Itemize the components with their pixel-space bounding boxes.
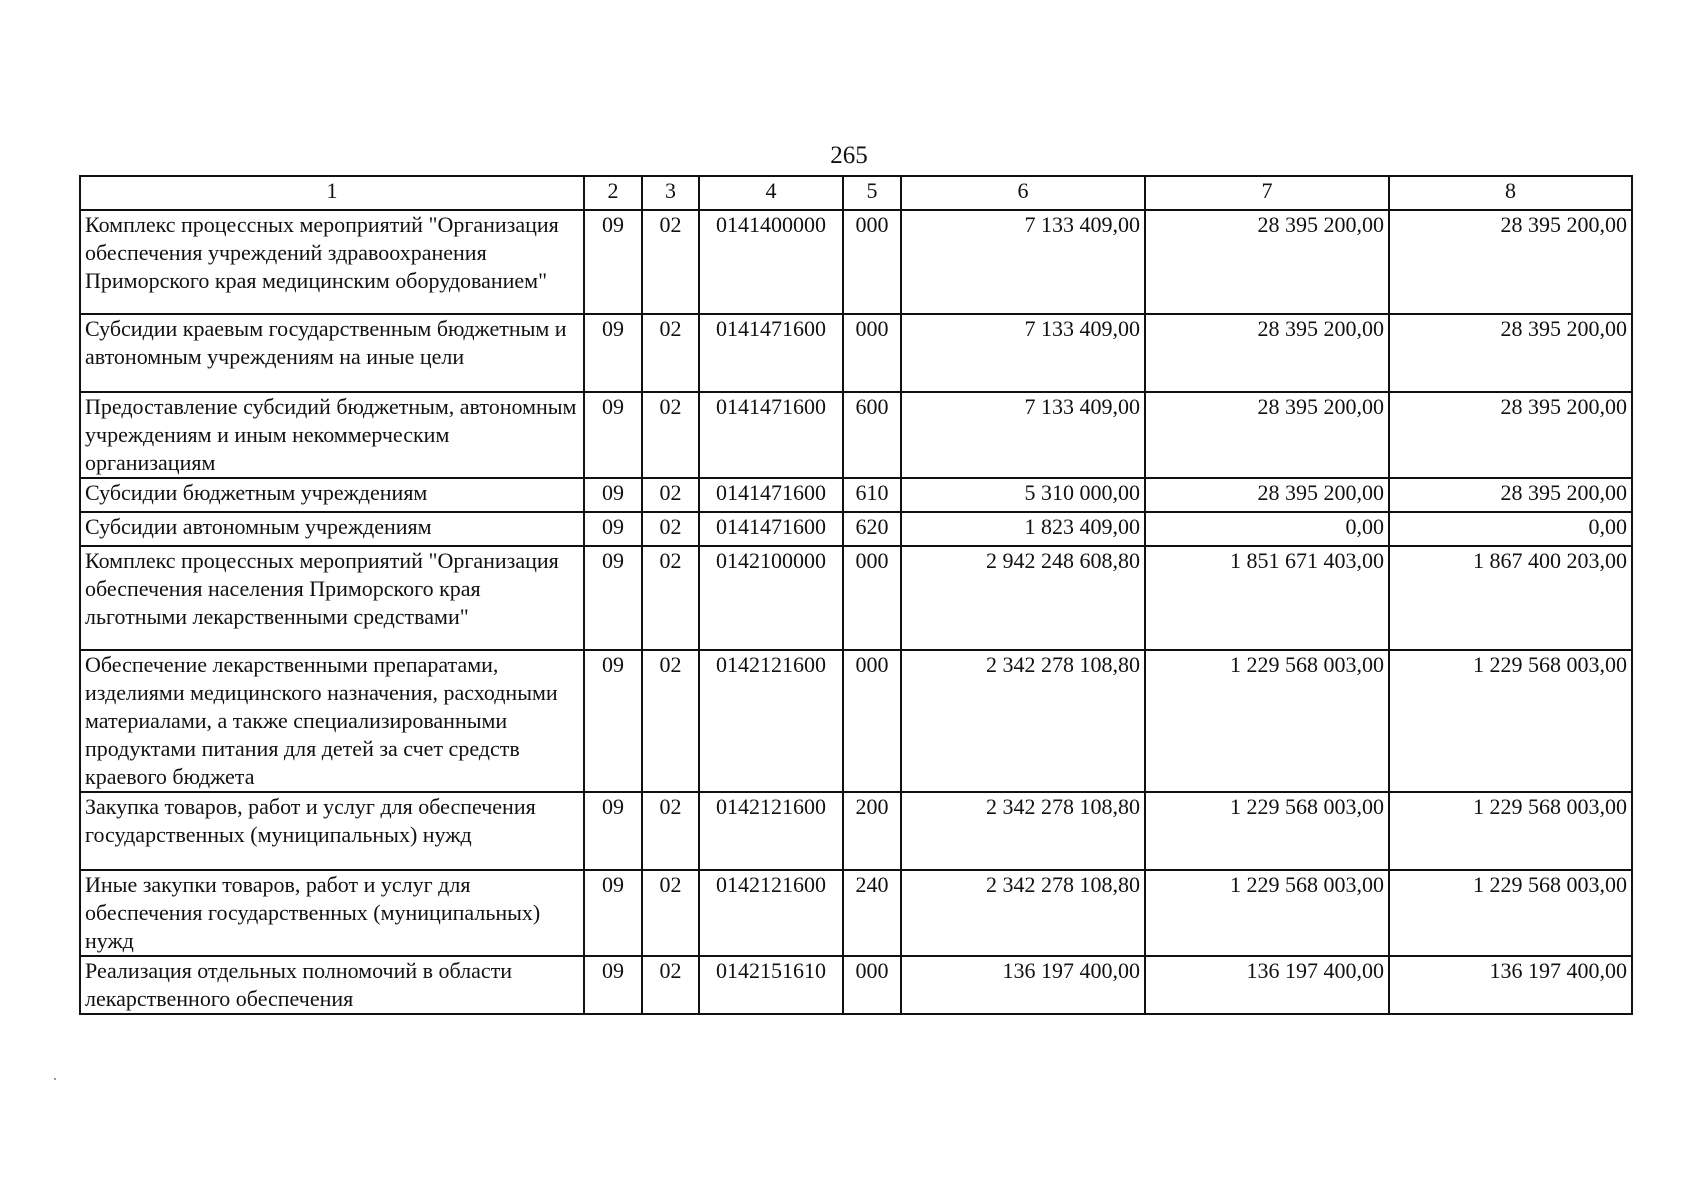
header-cell-2: 2 <box>584 176 642 210</box>
row-name-cell: Комплекс процессных мероприятий "Организация обеспечения населения Приморского края льготными лекарственными средствами" <box>80 546 584 650</box>
row-amount-col6-cell: 136 197 400,00 <box>901 956 1145 1014</box>
row-subsection-cell: 02 <box>642 870 699 956</box>
row-subsection-cell: 02 <box>642 546 699 650</box>
table-row <box>80 210 1632 314</box>
row-amount-col6-cell: 2 342 278 108,80 <box>901 792 1145 870</box>
header-cell-6: 6 <box>901 176 1145 210</box>
row-amount-col6-cell: 1 823 409,00 <box>901 512 1145 546</box>
row-amount-col8-cell: 28 395 200,00 <box>1389 392 1632 478</box>
row-amount-col8-cell: 28 395 200,00 <box>1389 478 1632 512</box>
row-expense-type-cell: 200 <box>843 792 901 870</box>
row-target-code-cell: 0141400000 <box>699 210 843 314</box>
row-section-cell: 09 <box>584 512 642 546</box>
budget-table <box>79 175 1633 1015</box>
table-row <box>80 512 1632 546</box>
table-row <box>80 870 1632 956</box>
row-name-cell: Субсидии автономным учреждениям <box>80 512 584 546</box>
row-section-cell: 09 <box>584 956 642 1014</box>
row-subsection-cell: 02 <box>642 650 699 792</box>
table-row <box>80 546 1632 650</box>
row-expense-type-cell: 000 <box>843 956 901 1014</box>
row-name-cell: Закупка товаров, работ и услуг для обеспечения государственных (муниципальных) нужд <box>80 792 584 870</box>
row-amount-col7-cell: 28 395 200,00 <box>1145 478 1389 512</box>
row-section-cell: 09 <box>584 392 642 478</box>
row-expense-type-cell: 000 <box>843 210 901 314</box>
row-amount-col7-cell: 1 229 568 003,00 <box>1145 650 1389 792</box>
row-amount-col6-cell: 2 342 278 108,80 <box>901 650 1145 792</box>
row-name-cell: Комплекс процессных мероприятий "Организация обеспечения учреждений здравоохранения Приморского края медицинским оборудованием" <box>80 210 584 314</box>
row-target-code-cell: 0141471600 <box>699 512 843 546</box>
row-amount-col7-cell: 1 851 671 403,00 <box>1145 546 1389 650</box>
table-row <box>80 956 1632 1014</box>
header-cell-1: 1 <box>80 176 584 210</box>
row-expense-type-cell: 000 <box>843 650 901 792</box>
row-subsection-cell: 02 <box>642 210 699 314</box>
row-amount-col8-cell: 28 395 200,00 <box>1389 210 1632 314</box>
page-number: 265 <box>830 142 868 169</box>
row-section-cell: 09 <box>584 650 642 792</box>
row-expense-type-cell: 000 <box>843 546 901 650</box>
row-subsection-cell: 02 <box>642 512 699 546</box>
row-name-cell: Субсидии бюджетным учреждениям <box>80 478 584 512</box>
row-amount-col7-cell: 136 197 400,00 <box>1145 956 1389 1014</box>
table-row <box>80 392 1632 478</box>
row-expense-type-cell: 600 <box>843 392 901 478</box>
row-section-cell: 09 <box>584 210 642 314</box>
row-target-code-cell: 0142100000 <box>699 546 843 650</box>
row-target-code-cell: 0141471600 <box>699 314 843 392</box>
row-name-cell: Субсидии краевым государственным бюджетным и автономным учреждениям на иные цели <box>80 314 584 392</box>
row-name-cell: Иные закупки товаров, работ и услуг для обеспечения государственных (муниципальных) нужд <box>80 870 584 956</box>
table-row <box>80 650 1632 792</box>
row-amount-col8-cell: 0,00 <box>1389 512 1632 546</box>
row-amount-col8-cell: 28 395 200,00 <box>1389 314 1632 392</box>
row-amount-col8-cell: 1 229 568 003,00 <box>1389 870 1632 956</box>
row-target-code-cell: 0142151610 <box>699 956 843 1014</box>
row-target-code-cell: 0142121600 <box>699 870 843 956</box>
row-expense-type-cell: 240 <box>843 870 901 956</box>
row-target-code-cell: 0141471600 <box>699 478 843 512</box>
table-row <box>80 792 1632 870</box>
row-amount-col7-cell: 28 395 200,00 <box>1145 210 1389 314</box>
row-amount-col8-cell: 136 197 400,00 <box>1389 956 1632 1014</box>
row-amount-col7-cell: 0,00 <box>1145 512 1389 546</box>
row-subsection-cell: 02 <box>642 478 699 512</box>
row-section-cell: 09 <box>584 870 642 956</box>
row-amount-col7-cell: 28 395 200,00 <box>1145 392 1389 478</box>
row-subsection-cell: 02 <box>642 314 699 392</box>
header-cell-7: 7 <box>1145 176 1389 210</box>
header-cell-3: 3 <box>642 176 699 210</box>
scan-mark <box>54 1078 56 1080</box>
row-subsection-cell: 02 <box>642 792 699 870</box>
row-name-cell: Реализация отдельных полномочий в области лекарственного обеспечения <box>80 956 584 1014</box>
table-row <box>80 314 1632 392</box>
row-target-code-cell: 0141471600 <box>699 392 843 478</box>
row-amount-col6-cell: 2 942 248 608,80 <box>901 546 1145 650</box>
row-target-code-cell: 0142121600 <box>699 792 843 870</box>
row-section-cell: 09 <box>584 792 642 870</box>
row-expense-type-cell: 000 <box>843 314 901 392</box>
header-cell-4: 4 <box>699 176 843 210</box>
row-amount-col8-cell: 1 229 568 003,00 <box>1389 792 1632 870</box>
table-row <box>80 478 1632 512</box>
row-amount-col7-cell: 28 395 200,00 <box>1145 314 1389 392</box>
row-amount-col6-cell: 7 133 409,00 <box>901 392 1145 478</box>
row-name-cell: Обеспечение лекарственными препаратами, изделиями медицинского назначения, расходными материалами, а также специализированными продуктами питания для детей за счет средств краевого бюджета <box>80 650 584 792</box>
row-name-cell: Предоставление субсидий бюджетным, автономным учреждениям и иным некоммерческим организациям <box>80 392 584 478</box>
row-amount-col8-cell: 1 867 400 203,00 <box>1389 546 1632 650</box>
row-amount-col6-cell: 5 310 000,00 <box>901 478 1145 512</box>
row-expense-type-cell: 610 <box>843 478 901 512</box>
row-amount-col8-cell: 1 229 568 003,00 <box>1389 650 1632 792</box>
row-amount-col6-cell: 7 133 409,00 <box>901 314 1145 392</box>
row-subsection-cell: 02 <box>642 956 699 1014</box>
row-section-cell: 09 <box>584 314 642 392</box>
header-row <box>80 176 1632 210</box>
row-amount-col6-cell: 2 342 278 108,80 <box>901 870 1145 956</box>
header-cell-5: 5 <box>843 176 901 210</box>
row-amount-col6-cell: 7 133 409,00 <box>901 210 1145 314</box>
row-section-cell: 09 <box>584 546 642 650</box>
row-section-cell: 09 <box>584 478 642 512</box>
row-amount-col7-cell: 1 229 568 003,00 <box>1145 792 1389 870</box>
header-cell-8: 8 <box>1389 176 1632 210</box>
row-subsection-cell: 02 <box>642 392 699 478</box>
row-target-code-cell: 0142121600 <box>699 650 843 792</box>
row-amount-col7-cell: 1 229 568 003,00 <box>1145 870 1389 956</box>
row-expense-type-cell: 620 <box>843 512 901 546</box>
